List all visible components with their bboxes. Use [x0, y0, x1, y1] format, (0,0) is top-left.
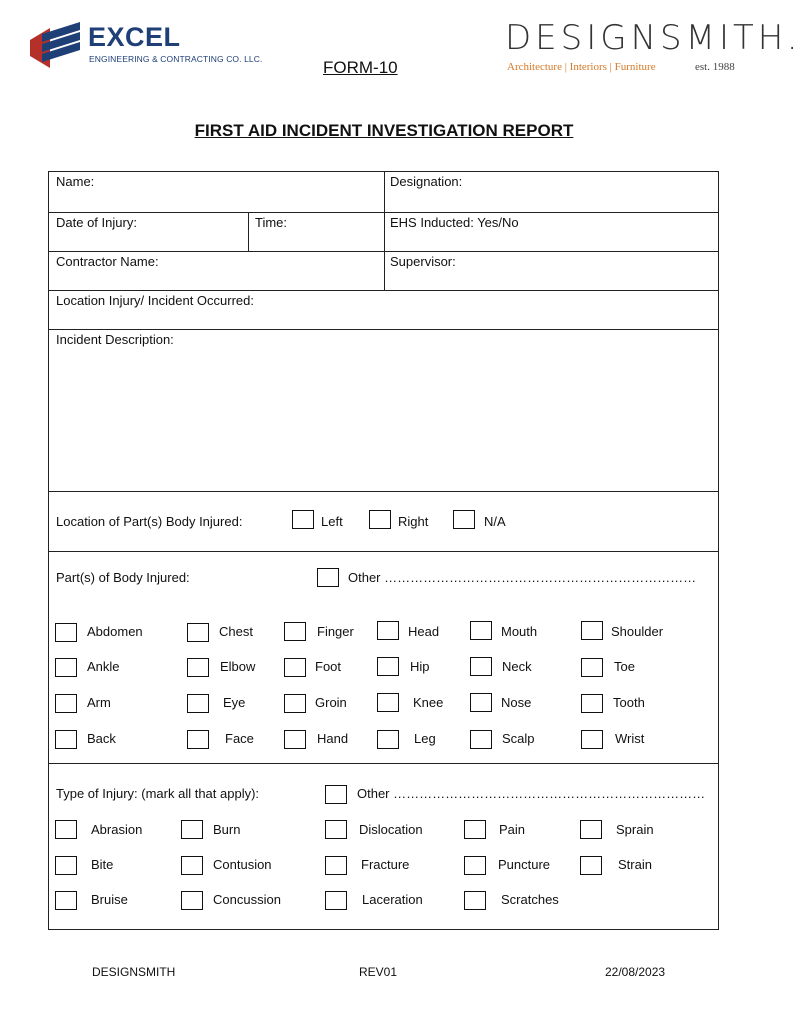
body-part-label: Arm [87, 695, 111, 710]
checkbox-tooth[interactable] [581, 694, 603, 713]
body-part-other-label: Other ……………………………………………………………… [348, 570, 697, 585]
injury-type-option: Scratches [501, 892, 559, 907]
excel-logo-subtitle: ENGINEERING & CONTRACTING CO. LLC. [89, 54, 263, 64]
designsmith-logo-name: DESIGNSMITH. [505, 18, 802, 58]
checkbox-burn[interactable] [181, 820, 203, 839]
supervisor-field[interactable]: Supervisor: [390, 254, 456, 269]
body-parts-label: Part(s) of Body Injured: [56, 570, 190, 585]
checkbox-puncture[interactable] [464, 856, 486, 875]
body-part-label: Finger [317, 624, 354, 639]
injury-type-option: Concussion [213, 892, 281, 907]
excel-logo-name: EXCEL [88, 22, 181, 52]
form-number: FORM-10 [323, 58, 398, 77]
checkbox-arm[interactable] [55, 694, 77, 713]
checkbox-leg[interactable] [377, 730, 399, 749]
body-part-label: Eye [223, 695, 246, 710]
injury-type-option: Strain [618, 857, 652, 872]
body-side-label: Location of Part(s) Body Injured: [56, 514, 243, 529]
checkbox-toe[interactable] [581, 658, 603, 677]
option-left-label: Left [321, 514, 343, 529]
checkbox-elbow[interactable] [187, 658, 209, 677]
injury-type-option: Bite [91, 857, 114, 872]
body-part-label: Neck [502, 659, 532, 674]
body-part-label: Back [87, 731, 116, 746]
checkbox-wrist[interactable] [581, 730, 603, 749]
injury-type-option: Burn [213, 822, 241, 837]
body-part-label: Leg [414, 731, 436, 746]
footer-company: DESIGNSMITH [92, 965, 176, 979]
designsmith-logo [505, 18, 802, 78]
option-right-label: Right [398, 514, 429, 529]
checkbox-groin[interactable] [284, 694, 306, 713]
checkbox-bruise[interactable] [55, 891, 77, 910]
checkbox-strain[interactable] [580, 856, 602, 875]
checkbox-contusion[interactable] [181, 856, 203, 875]
checkbox-chest[interactable] [187, 623, 209, 642]
checkbox-dislocation[interactable] [325, 820, 347, 839]
checkbox-foot[interactable] [284, 658, 306, 677]
page-title [0, 121, 768, 141]
injury-type-option: Sprain [616, 822, 654, 837]
checkbox-scalp[interactable] [470, 730, 492, 749]
time-field[interactable]: Time: [255, 215, 288, 230]
checkbox-shoulder[interactable] [581, 621, 603, 640]
body-part-label: Head [408, 624, 440, 639]
body-part-label: Mouth [501, 624, 538, 639]
body-part-label: Scalp [502, 731, 535, 746]
checkbox-face[interactable] [187, 730, 209, 749]
body-part-label: Chest [219, 624, 253, 639]
contractor-name-field[interactable]: Contractor Name: [56, 254, 159, 269]
body-part-label: Wrist [615, 731, 645, 746]
checkbox-ankle[interactable] [55, 658, 77, 677]
checkbox-right[interactable] [369, 510, 391, 529]
checkbox-neck[interactable] [470, 657, 492, 676]
excel-logo [28, 18, 278, 70]
body-part-label: Hip [410, 659, 430, 674]
body-part-label: Shoulder [611, 624, 664, 639]
checkbox-hip[interactable] [377, 657, 399, 676]
checkbox-fracture[interactable] [325, 856, 347, 875]
location-field[interactable]: Location Injury/ Incident Occurred: [56, 293, 254, 308]
injury-type-option: Bruise [91, 892, 128, 907]
designsmith-est: est. 1988 [695, 61, 735, 73]
injury-type-option: Puncture [498, 857, 551, 872]
checkbox-eye[interactable] [187, 694, 209, 713]
injury-other-label: Other ……………………………………………………………… [357, 786, 706, 801]
designation-field[interactable]: Designation: [390, 174, 463, 189]
checkbox-bite[interactable] [55, 856, 77, 875]
injury-type-option: Laceration [362, 892, 423, 907]
checkbox-knee[interactable] [377, 693, 399, 712]
injury-type-option: Fracture [361, 857, 410, 872]
checkbox-na[interactable] [453, 510, 475, 529]
body-part-label: Hand [317, 731, 349, 746]
checkbox-mouth[interactable] [470, 621, 492, 640]
body-part-label: Toe [614, 659, 635, 674]
checkbox-abdomen[interactable] [55, 623, 77, 642]
body-part-label: Groin [315, 695, 347, 710]
checkbox-laceration[interactable] [325, 891, 347, 910]
incident-description-field[interactable]: Incident Description: [56, 332, 174, 347]
injury-type-option: Abrasion [91, 822, 143, 837]
body-part-label: Foot [315, 659, 342, 674]
excel-logo-mark-icon [28, 18, 84, 70]
date-of-injury-field[interactable]: Date of Injury: [56, 215, 137, 230]
checkbox-sprain[interactable] [580, 820, 602, 839]
page-title-text: FIRST AID INCIDENT INVESTIGATION REPORT [194, 121, 574, 140]
body-part-label: Tooth [613, 695, 645, 710]
checkbox-scratches[interactable] [464, 891, 486, 910]
body-part-label: Knee [413, 695, 444, 710]
body-part-label: Abdomen [87, 624, 143, 639]
checkbox-pain[interactable] [464, 820, 486, 839]
checkbox-body-part-other[interactable] [317, 568, 339, 587]
checkbox-nose[interactable] [470, 693, 492, 712]
checkbox-left[interactable] [292, 510, 314, 529]
injury-type-label: Type of Injury: (mark all that apply): [56, 786, 260, 801]
checkbox-abrasion[interactable] [55, 820, 77, 839]
name-field[interactable]: Name: [56, 174, 95, 189]
body-part-label: Elbow [220, 659, 256, 674]
checkbox-finger[interactable] [284, 622, 306, 641]
option-na-label: N/A [484, 514, 506, 529]
injury-type-option: Contusion [213, 857, 272, 872]
footer-date: 22/08/2023 [605, 965, 666, 979]
body-part-label: Face [225, 731, 254, 746]
report-form [48, 171, 719, 930]
checkbox-hand[interactable] [284, 730, 306, 749]
checkbox-back[interactable] [55, 730, 77, 749]
footer-revision: REV01 [359, 965, 398, 979]
designsmith-tagline: Architecture | Interiors | Furniture [507, 61, 656, 73]
body-part-label: Ankle [87, 659, 120, 674]
body-part-label: Nose [501, 695, 532, 710]
injury-type-option: Dislocation [359, 822, 423, 837]
checkbox-concussion[interactable] [181, 891, 203, 910]
injury-type-option: Pain [499, 822, 526, 837]
ehs-inducted-field[interactable]: EHS Inducted: Yes/No [390, 215, 519, 230]
checkbox-injury-other[interactable] [325, 785, 347, 804]
checkbox-head[interactable] [377, 621, 399, 640]
